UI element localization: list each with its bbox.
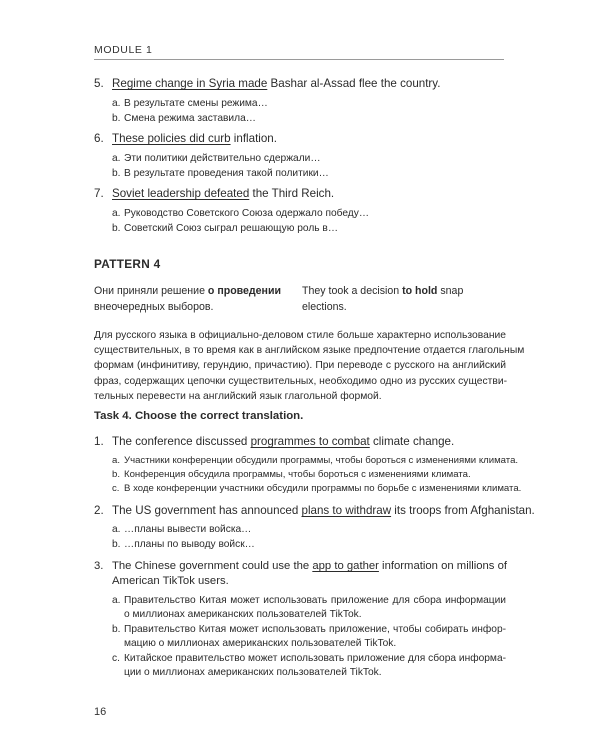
pattern-russian-example: Они приняли решение о проведении внеочередных выборов. (94, 285, 281, 313)
option-a: a. В результате смены режима… (112, 98, 268, 109)
underlined-phrase: app to gather (312, 560, 379, 572)
underlined-phrase: Soviet leadership defeated (112, 187, 250, 200)
underlined-phrase: Regime change in Syria made (112, 77, 268, 90)
option-b: b. Советский Союз сыграл решающую роль в… (112, 222, 339, 234)
pattern-title: PATTERN 4 (94, 257, 161, 271)
item-number: 3. (94, 560, 104, 572)
explanation-paragraph: Для русского языка в официально-деловом стиле больше характерно использование существительных, в то время как в английском языке предпочтение отдается глагольным формам (инфинитиву, герундию, причастию). При переводе с русского на английский фраз, содержащих цепочки существительных, необходимо одно из русских существи- тельных перевести на английский язык глагольной формой. (94, 330, 525, 402)
module-header: MODULE 1 (94, 44, 153, 56)
pattern-english-example: They took a decision to hold snap elections. (302, 285, 464, 313)
sentence-rest: Bashar al-Assad flee the country. (267, 77, 441, 90)
task-question-2: 2. The US government has announced plans to withdraw its troops from Afghanistan. a. …планы вывести войска… b. …планы по выводу войск… (94, 503, 506, 552)
item-number: 7. (94, 187, 104, 200)
option-b: b. Смена режима заставила… (112, 112, 256, 124)
option-b: b. Конференция обсудила программы, чтобы бороться с изменениями климата. (112, 468, 471, 480)
task-title: Task 4. Choose the correct translation. (94, 410, 304, 422)
task-question-1: 1. The conference discussed programmes to combat climate change. a. Участники конференции обсудили программы, чтобы бороться с изменениями климата. b. Конференция обсудила программы, чтобы бороться с изменениями климата. c. В ходе конференции участники обсудили программы по борьбе с изменениями климата. (94, 435, 522, 494)
option-c: c. В ходе конференции участники обсудили программы по борьбе с изменениями климата. (112, 482, 522, 494)
option-a: a. Правительство Китая может использовать приложение для сбора информации о миллионах американских пользователей TikTok. (112, 595, 506, 621)
option-c: c. Китайское правительство может использовать приложение для сбора информа- ции о миллионах американских пользователей TikTok. (112, 652, 506, 679)
item-number: 5. (94, 77, 104, 90)
option-a: a. Участники конференции обсудили программы, чтобы бороться с изменениями климата. (112, 455, 519, 466)
exercise-item-7 (94, 186, 506, 236)
option-a: a. Руководство Советского Союза одержало победу… (112, 208, 370, 219)
sentence-rest: the Third Reich. (249, 187, 335, 200)
item-number: 2. (94, 504, 104, 517)
option-a: a. …планы вывести войска… (112, 524, 252, 535)
header-divider (94, 59, 504, 60)
underlined-phrase: programmes to combat (250, 435, 370, 448)
option-a: a. Эти политики действительно сдержали… (112, 153, 321, 164)
option-b: b. В результате проведения такой политики… (112, 167, 329, 179)
exercise-item-6 (94, 131, 506, 181)
option-b: b. …планы по выводу войск… (112, 538, 255, 550)
sentence-rest: inflation. (230, 132, 277, 145)
task-question-3: 3. The Chinese government could use the app to gather information on millions of American TikTok users. a. Правительство Китая может использовать приложение для сбора информации о миллионах американских пользователей TikTok. b. Правительство Китая может использовать приложение, чтобы собирать инфор- мацию о миллионах американских пользователей TikTok. c. Китайское правительство может использовать приложение для сбора информа- ции о миллионах американских пользователей TikTok. (94, 559, 506, 680)
page-number: 16 (94, 706, 107, 718)
underlined-phrase: These policies did curb (112, 132, 231, 145)
exercise-item-5 (94, 76, 506, 126)
item-number: 1. (94, 435, 104, 448)
item-number: 6. (94, 132, 104, 145)
option-b: b. Правительство Китая может использовать приложение, чтобы собирать инфор- мацию о миллионах американских пользователей TikTok. (112, 623, 506, 650)
underlined-phrase: plans to withdraw (301, 504, 392, 517)
